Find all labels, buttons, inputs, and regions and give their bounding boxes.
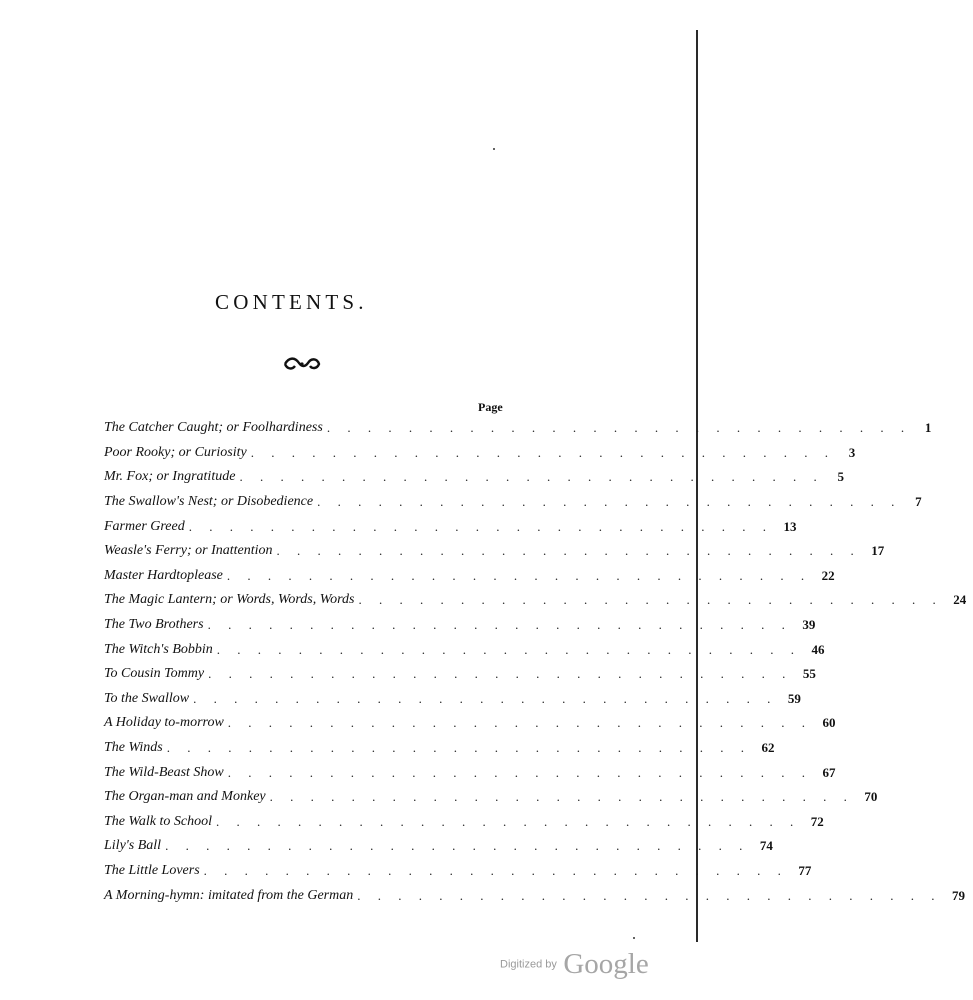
toc-entry-title: The Walk to School [104,813,212,829]
toc-entry-title: A Morning-hymn: imitated from the German [104,887,354,903]
toc-entry [104,687,801,712]
toc-entry [104,613,816,638]
toc-entry [104,711,836,736]
toc-entry-page: 13 [783,518,797,534]
toc-entry [104,465,844,490]
scan-speck [493,148,495,150]
dot-leader: . . . . . . . . . . . . . . . . . . . . . . . . . . . . . [239,469,824,485]
toc-entry-page: 67 [822,764,836,780]
toc-entry-title: The Little Lovers [104,862,200,878]
toc-entry-page: 59 [787,690,801,706]
toc-entry-title: The Two Brothers [104,617,204,633]
dot-leader: . . . . . . . . . . . . . . . . . . . . . . . . . . . . . [203,862,788,878]
toc-entry-title: Mr. Fox; or Ingratitude [104,469,236,485]
toc-entry [104,588,967,613]
toc-entry-page: 3 [848,444,856,460]
digitization-watermark [500,948,649,981]
dot-leader: . . . . . . . . . . . . . . . . . . . . . . . . . . . . . [215,813,801,829]
toc-entry-page: 60 [822,715,836,731]
toc-entry-page: 74 [759,838,773,854]
dot-leader: . . . . . . . . . . . . . . . . . . . . . . . . . . . . . [357,887,942,903]
toc-entry [104,834,773,859]
watermark-brand-logo: Google [563,948,649,980]
toc-entry-title: The Catcher Caught; or Foolhardiness [104,420,323,436]
dot-leader: . . . . . . . . . . . . . . . . . . . . . . . . . . . . . [227,715,813,731]
toc-entry-page: 39 [802,617,816,633]
watermark-prefix: Digitized by [500,958,557,971]
dot-leader: . . . . . . . . . . . . . . . . . . . . . . . . . . . . . [193,690,778,706]
toc-entry-title: The Swallow's Nest; or Disobedience [104,494,314,510]
toc-entry-title: The Witch's Bobbin [104,641,213,657]
toc-entry-page: 46 [811,641,825,657]
toc-entry-title: The Wild-Beast Show [104,764,224,780]
toc-entry [104,662,816,687]
toc-entry [104,859,812,884]
toc-entry-title: Master Hardtoplease [104,567,223,583]
toc-entry-title: Farmer Greed [104,518,185,534]
page-column-label: Page [478,400,503,414]
toc-entry [104,514,797,539]
toc-entry-page: 79 [952,887,965,903]
toc-entry-page: 24 [953,592,967,608]
toc-entry-page: 22 [821,567,835,583]
toc-entry-page: 7 [915,494,922,510]
toc-entry-title: A Holiday to-morrow [104,715,224,731]
toc-entry-page: 70 [864,789,878,805]
toc-entry-page: 55 [802,666,816,682]
toc-entry-title: The Organ-man and Monkey [104,789,266,805]
toc-entry-page: 5 [837,469,844,485]
toc-entry-title: The Magic Lantern; or Words, Words, Words [104,592,355,608]
dot-leader: . . . . . . . . . . . . . . . . . . . . . . . . . . . . . [165,838,750,854]
toc-entry [104,416,932,441]
dot-leader: . . . . . . . . . . . . . . . . . . . . . . . . . . . . . [216,641,802,657]
toc-entry [104,883,965,908]
toc-entry [104,760,836,785]
table-of-contents [104,416,967,908]
toc-entry [104,785,878,810]
dot-leader: . . . . . . . . . . . . . . . . . . . . . . . . . . . . . [269,789,854,805]
toc-entry [104,564,835,589]
toc-entry-title: To the Swallow [104,690,190,706]
toc-entry-page: 72 [810,813,824,829]
toc-entry-page: 62 [761,740,775,756]
toc-entry-page: 1 [924,420,932,436]
dot-leader: . . . . . . . . . . . . . . . . . . . . . . . . . . . . . [358,592,943,608]
dot-leader: . . . . . . . . . . . . . . . . . . . . . . . . . . . . . [208,666,793,682]
toc-entry-page: 17 [871,543,885,559]
scan-speck [633,937,635,939]
toc-entry [104,539,885,564]
scroll-fleuron-icon [281,355,323,378]
toc-entry [104,637,825,662]
dot-leader: . . . . . . . . . . . . . . . . . . . . . . . . . . . . . [166,740,751,756]
toc-entry-title: Lily's Ball [104,838,162,854]
page-title: CONTENTS. [215,290,368,314]
dot-leader: . . . . . . . . . . . . . . . . . . . . . . . . . . . . . [188,518,773,534]
toc-entry-title: Weasle's Ferry; or Inattention [104,543,273,559]
dot-leader: . . . . . . . . . . . . . . . . . . . . . . . . . . . . . [227,764,813,780]
dot-leader: . . . . . . . . . . . . . . . . . . . . . . . . . . . . . [207,617,792,633]
toc-entry-title: Poor Rooky; or Curiosity [104,444,247,460]
dot-leader: . . . . . . . . . . . . . . . . . . . . . . . . . . . . . [250,444,835,460]
dot-leader: . . . . . . . . . . . . . . . . . . . . . . . . . . . . . [276,543,861,559]
toc-entry [104,441,856,466]
dot-leader: . . . . . . . . . . . . . . . . . . . . . . . . . . . . . [326,420,912,436]
toc-entry-title: The Winds [104,740,163,756]
dot-leader: . . . . . . . . . . . . . . . . . . . . . . . . . . . . . [226,567,812,583]
toc-entry-page: 77 [798,862,812,878]
toc-entry-title: To Cousin Tommy [104,666,205,682]
toc-entry [104,810,824,835]
toc-entry [104,490,922,515]
dot-leader: . . . . . . . . . . . . . . . . . . . . . . . . . . . . . [317,494,902,510]
toc-entry [104,736,775,761]
